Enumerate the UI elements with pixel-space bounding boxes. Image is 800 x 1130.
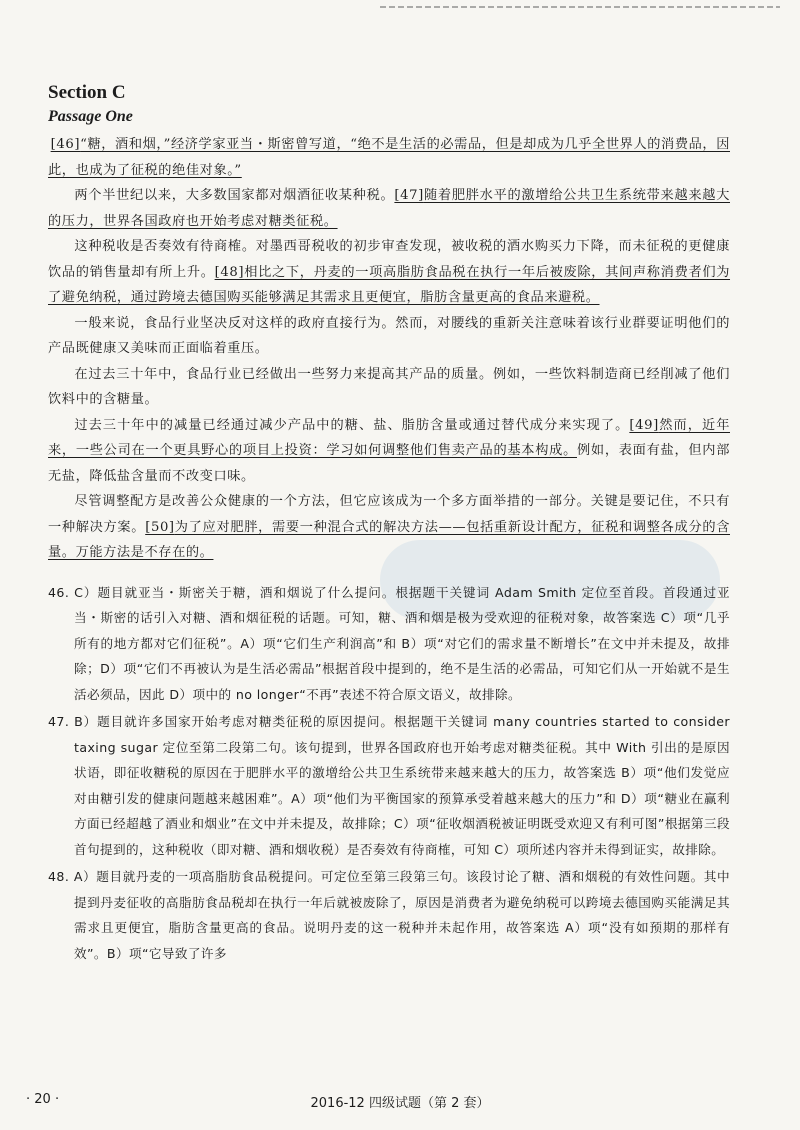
underlined-sentence-46: “糖，酒和烟，”经济学家亚当・斯密曾写道，“绝不是生活的必需品，但是却成为几乎全世界人的消费品，因此，也成为了征税的绝佳对象。”: [48, 137, 730, 178]
paragraph-4-text: 一般来说，食品行业坚决反对这样的政府直接行为。然而，对腰线的重新关注意味着该行业群要证明他们的产品既健康又美味而正面临着重压。: [48, 315, 730, 356]
translation-paragraph-7: [48, 489, 730, 566]
answer-48: 48. A）题目就丹麦的一项高脂肪食品税提问。可定位至第三段第三句。该段讨论了糖、酒和烟税的有效性问题。其中提到丹麦征收的高脂肪食品税却在执行一年后就被废除了，原因是消费者为避免纳税可以跨境去德国购买能满足其需求且更便宜，脂肪含量更高的食品。说明丹麦的这一税种并未起作用，故答案选 A）项“没有如预期的那样有效”。B）项“它导致了许多: [48, 869, 730, 961]
footer-title: 2016-12 四级试题（第 2 套）: [310, 1096, 490, 1111]
translation-paragraph-1: [48, 132, 730, 183]
paragraph-5-text: 在过去三十年中，食品行业已经做出一些努力来提高其产品的质量。例如，一些饮料制造商已经削减了他们饮料中的含糖量。: [48, 366, 730, 407]
answer-explanations: [48, 580, 730, 967]
paragraph-2-text: 两个半世纪以来，大多数国家都对烟酒征收某种税。: [74, 188, 395, 203]
answer-47: 47. B）题目就许多国家开始考虑对糖类征税的原因提问。根据题干关键词 many countries started to consider taxing sugar 定位至第二段第二句。该句提到，世界各国政府也开始考虑对糖类征税。其中 With 引出的是原因状语，即征收糖税的原因在于肥胖水平的激增给公共卫生系统带来越来越大的压力，故答案选 B）项“他们发觉应对由糖引发的健康问题越来越困难”。A）项“他们为平衡国家的预算承受着越来越大的压力”和 D）项“糖业在赢利方面已经超越了酒业和烟业”在文中并未提及，故排除；C）项“征收烟酒税被证明既受欢迎又有利可图”根据第三段首句提到的，这种税收（即对糖、酒和烟收税）是否奏效有待商榷，可知 C）项所述内容并未得到证实，故排除。: [48, 714, 730, 857]
paragraph-3-text: 这种税收是否奏效有待商榷。对墨西哥税收的初步审查发现，被收税的酒水购买力下降，而未征税的更健康饮品的销售量却有所上升。: [48, 239, 730, 280]
question-marker-48: [48]: [214, 264, 245, 280]
translation-paragraph-5: [48, 362, 730, 413]
question-marker-49: [49]: [629, 417, 659, 433]
question-marker-46: [46]: [50, 137, 81, 152]
underlined-sentence-48: 相比之下，丹麦的一项高脂肪食品税在执行一年后被废除，其间声称消费者们为了避免纳税，通过跨境去德国购买能够满足其需求且更便宜，脂肪含量更高的食品来避税。: [48, 264, 731, 305]
paragraph-7-text: 尽管调整配方是改善公众健康的一个方法，但它应该成为一个多方面举措的一部分。关键是要记住，不只有一种解决方案。: [48, 494, 730, 535]
answer-46: 46. C）题目就亚当・斯密关于糖，酒和烟说了什么提问。根据题干关键词 Adam Smith 定位至首段。首段通过亚当・斯密的话引入对糖、酒和烟征税的话题。可知，糖、酒和烟是极为受欢迎的征税对象，故答案选 C）项“几乎所有的地方都对它们征税”。A）项“它们生产利润高”和 B）项“对它们的需求量不断增长”在文中并未提及，故排除；D）项“它们不再被认为是生活必需品”根据首段中提到的，绝不是生活的必需品，可知它们从一开始就不是生活必须品，因此 D）项中的 no longer“不再”表述不符合原文语义，故排除。: [48, 584, 730, 702]
paragraph-6-text-after: 例如，表面有盐，但内部无盐，降低盐含量而不改变口味。: [48, 443, 730, 484]
underlined-sentence-49: 然而，近年来，一些公司在一个更具野心的项目上投资：学习如何调整他们售卖产品的基本构成。: [48, 417, 730, 458]
translation-paragraph-6: [48, 413, 730, 490]
question-marker-50: [50]: [145, 519, 175, 535]
translation-paragraph-4: [48, 311, 730, 362]
underlined-sentence-50: 为了应对肥胖，需要一种混合式的解决方法——包括重新设计配方，征税和调整各成分的含量。万能方法是不存在的。: [48, 519, 730, 560]
underlined-sentence-47: 随着肥胖水平的激增给公共卫生系统带来越来越大的压力，世界各国政府也开始考虑对糖类征税。: [48, 188, 730, 229]
page-content: [48, 80, 730, 968]
translation-paragraph-3: [48, 234, 730, 311]
paragraph-6-text: 过去三十年中的减量已经通过减少产品中的糖、盐、脂肪含量或通过替代成分来实现了。: [74, 417, 630, 433]
passage-title: Passage One: [48, 108, 133, 125]
page-number: · 20 ·: [26, 1092, 60, 1107]
translation-paragraph-2: [48, 183, 730, 234]
section-title: Section C: [48, 82, 126, 103]
top-dashed-rule: [380, 6, 780, 8]
page-footer: [0, 1088, 800, 1116]
question-marker-47: [47]: [394, 188, 424, 203]
